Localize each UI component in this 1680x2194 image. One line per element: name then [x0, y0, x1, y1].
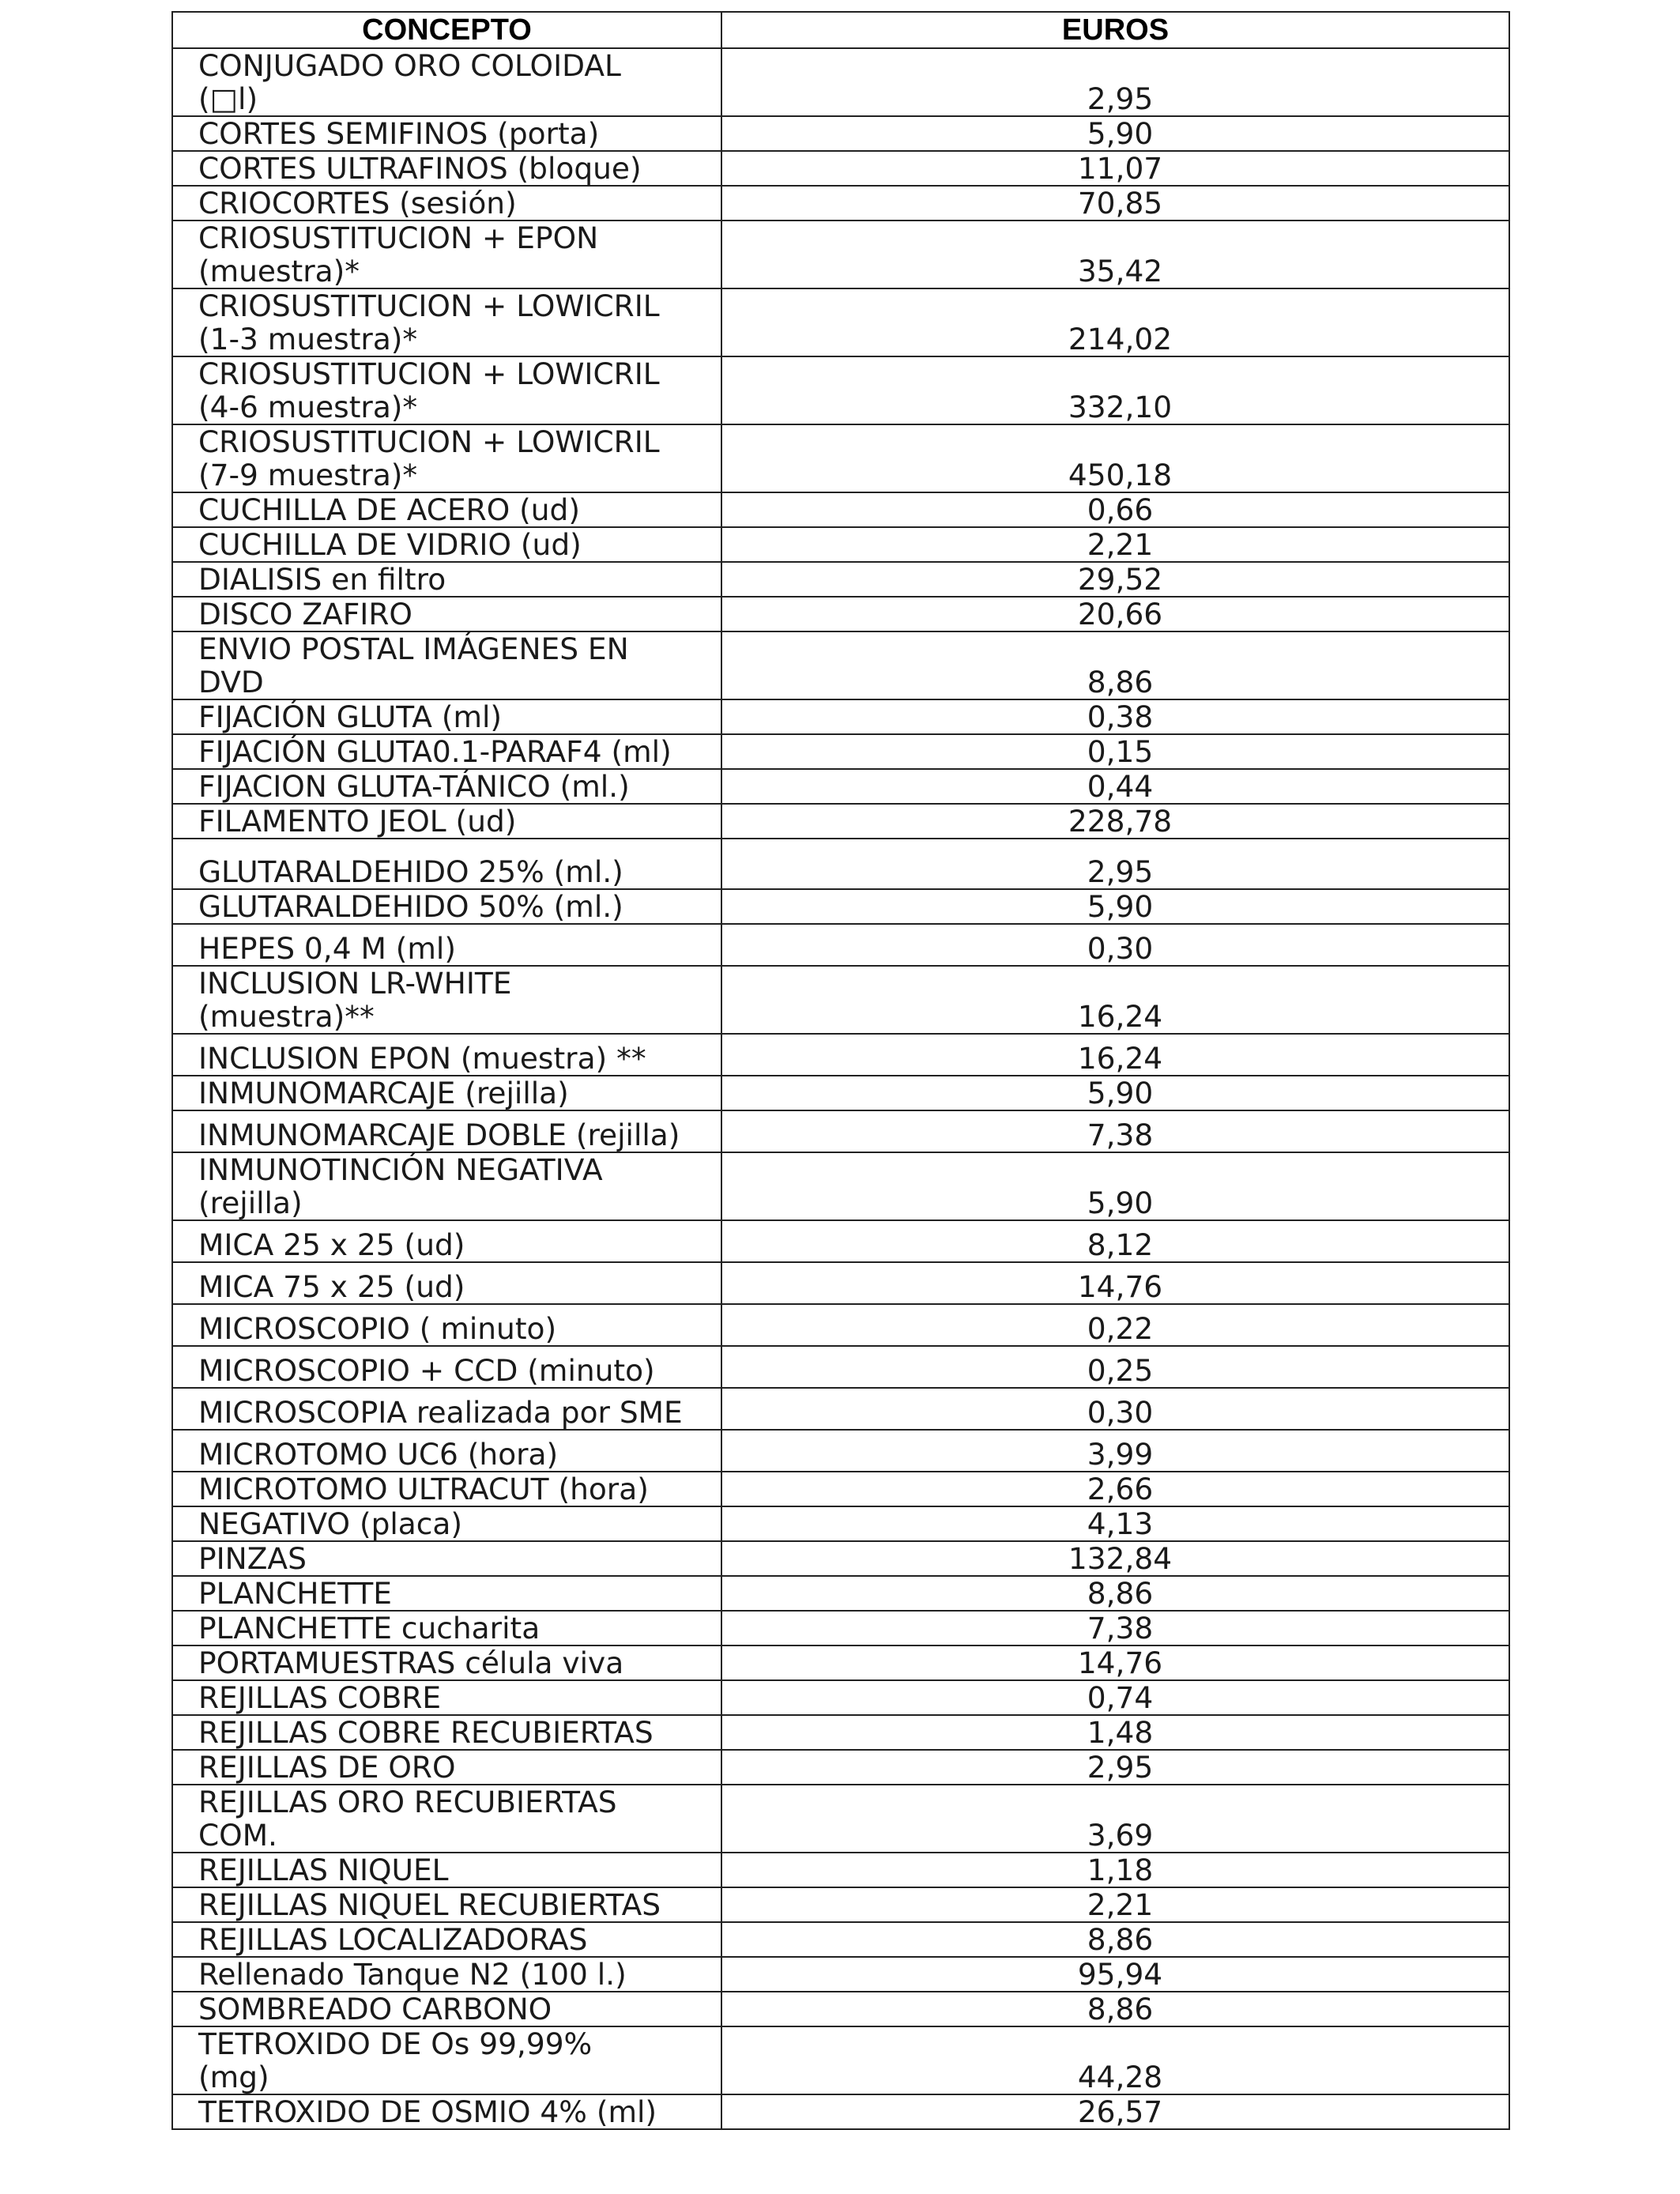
price-cell: 0,30: [721, 1388, 1509, 1430]
concept-cell: REJILLAS COBRE: [172, 1680, 721, 1715]
table-row: [172, 48, 1509, 116]
table-row: [172, 699, 1509, 734]
table-row: [172, 492, 1509, 527]
table-row: [172, 151, 1509, 186]
concept-cell: CRIOSUSTITUCION + EPON (muestra)*: [172, 221, 721, 288]
table-row: [172, 1541, 1509, 1576]
table-row: [172, 1152, 1509, 1220]
concept-cell: INMUNOMARCAJE (rejilla): [172, 1076, 721, 1110]
table-row: [172, 527, 1509, 562]
concept-cell: PLANCHETTE: [172, 1576, 721, 1611]
price-cell: 8,86: [721, 1922, 1509, 1957]
price-cell: 35,42: [721, 221, 1509, 288]
concept-cell: TETROXIDO DE Os 99,99% (mg): [172, 2026, 721, 2094]
concept-cell: REJILLAS NIQUEL: [172, 1853, 721, 1887]
concept-cell: REJILLAS LOCALIZADORAS: [172, 1922, 721, 1957]
price-cell: 3,99: [721, 1430, 1509, 1472]
price-cell: 44,28: [721, 2026, 1509, 2094]
table-row: [172, 1922, 1509, 1957]
table-row: [172, 1346, 1509, 1388]
price-cell: 14,76: [721, 1262, 1509, 1304]
concept-cell: Rellenado Tanque N2 (100 l.): [172, 1957, 721, 1992]
concept-cell: MICROTOMO UC6 (hora): [172, 1430, 721, 1472]
price-cell: 16,24: [721, 1034, 1509, 1076]
price-cell: 0,30: [721, 924, 1509, 966]
concept-cell: INCLUSION EPON (muestra) **: [172, 1034, 721, 1076]
table-row: [172, 1887, 1509, 1922]
table-row: [172, 734, 1509, 769]
table-row: [172, 562, 1509, 597]
concept-cell: REJILLAS NIQUEL RECUBIERTAS: [172, 1887, 721, 1922]
price-cell: 8,86: [721, 1576, 1509, 1611]
concept-cell: CONJUGADO ORO COLOIDAL (□l): [172, 48, 721, 116]
table-row: [172, 1388, 1509, 1430]
concept-cell: MICROTOMO ULTRACUT (hora): [172, 1472, 721, 1506]
table-row: [172, 769, 1509, 804]
table-row: [172, 1646, 1509, 1680]
price-cell: 8,86: [721, 1992, 1509, 2026]
price-cell: 0,66: [721, 492, 1509, 527]
price-cell: 11,07: [721, 151, 1509, 186]
table-row: [172, 186, 1509, 221]
price-cell: 0,74: [721, 1680, 1509, 1715]
table-row: [172, 424, 1509, 492]
table-row: [172, 1110, 1509, 1152]
table-row: [172, 1304, 1509, 1346]
price-cell: 2,66: [721, 1472, 1509, 1506]
price-cell: 29,52: [721, 562, 1509, 597]
price-cell: 7,38: [721, 1110, 1509, 1152]
concept-cell: DISCO ZAFIRO: [172, 597, 721, 631]
price-cell: 26,57: [721, 2094, 1509, 2129]
price-table: [171, 11, 1510, 2130]
price-cell: 332,10: [721, 356, 1509, 424]
price-cell: 4,13: [721, 1506, 1509, 1541]
concept-cell: CORTES ULTRAFINOS (bloque): [172, 151, 721, 186]
concept-cell: INMUNOTINCIÓN NEGATIVA (rejilla): [172, 1152, 721, 1220]
concept-cell: CUCHILLA DE ACERO (ud): [172, 492, 721, 527]
concept-cell: CRIOSUSTITUCION + LOWICRIL (1-3 muestra)*: [172, 288, 721, 356]
price-cell: 0,15: [721, 734, 1509, 769]
price-cell: 0,22: [721, 1304, 1509, 1346]
table-row: [172, 1750, 1509, 1785]
table-row: [172, 221, 1509, 288]
concept-cell: SOMBREADO CARBONO: [172, 1992, 721, 2026]
concept-cell: PINZAS: [172, 1541, 721, 1576]
table-row: [172, 1785, 1509, 1853]
concept-cell: REJILLAS COBRE RECUBIERTAS: [172, 1715, 721, 1750]
table-row: [172, 288, 1509, 356]
price-cell: 8,86: [721, 631, 1509, 699]
concept-cell: MICROSCOPIO ( minuto): [172, 1304, 721, 1346]
price-cell: 3,69: [721, 1785, 1509, 1853]
concept-cell: FIJACION GLUTA-TÁNICO (ml.): [172, 769, 721, 804]
table-row: [172, 1506, 1509, 1541]
concept-cell: FILAMENTO JEOL (ud): [172, 804, 721, 839]
table-row: [172, 1992, 1509, 2026]
price-cell: 16,24: [721, 966, 1509, 1034]
price-cell: 8,12: [721, 1220, 1509, 1262]
price-cell: 1,18: [721, 1853, 1509, 1887]
table-row: [172, 356, 1509, 424]
price-cell: 20,66: [721, 597, 1509, 631]
price-cell: 5,90: [721, 1152, 1509, 1220]
table-row: [172, 1262, 1509, 1304]
concept-cell: PLANCHETTE cucharita: [172, 1611, 721, 1646]
table-row: [172, 804, 1509, 839]
concept-cell: INMUNOMARCAJE DOBLE (rejilla): [172, 1110, 721, 1152]
table-row: [172, 1611, 1509, 1646]
concept-cell: PORTAMUESTRAS célula viva: [172, 1646, 721, 1680]
concept-cell: REJILLAS DE ORO: [172, 1750, 721, 1785]
price-cell: 2,95: [721, 1750, 1509, 1785]
concept-cell: DIALISIS en filtro: [172, 562, 721, 597]
table-row: [172, 1957, 1509, 1992]
table-row: [172, 1576, 1509, 1611]
concept-cell: CRIOCORTES (sesión): [172, 186, 721, 221]
table-row: [172, 839, 1509, 889]
table-row: [172, 1430, 1509, 1472]
concept-cell: CUCHILLA DE VIDRIO (ud): [172, 527, 721, 562]
price-cell: 214,02: [721, 288, 1509, 356]
table-row: [172, 924, 1509, 966]
table-row: [172, 1034, 1509, 1076]
table-row: [172, 1853, 1509, 1887]
price-cell: 5,90: [721, 1076, 1509, 1110]
price-cell: 132,84: [721, 1541, 1509, 1576]
price-cell: 228,78: [721, 804, 1509, 839]
concept-cell: MICROSCOPIA realizada por SME: [172, 1388, 721, 1430]
concept-cell: FIJACIÓN GLUTA (ml): [172, 699, 721, 734]
concept-cell: ENVIO POSTAL IMÁGENES EN DVD: [172, 631, 721, 699]
price-cell: 14,76: [721, 1646, 1509, 1680]
concept-cell: INCLUSION LR-WHITE (muestra)**: [172, 966, 721, 1034]
price-cell: 2,95: [721, 839, 1509, 889]
concept-column-header: CONCEPTO: [172, 12, 721, 48]
table-row: [172, 2094, 1509, 2129]
price-cell: 7,38: [721, 1611, 1509, 1646]
concept-cell: CRIOSUSTITUCION + LOWICRIL (7-9 muestra)*: [172, 424, 721, 492]
table-row: [172, 966, 1509, 1034]
price-cell: 2,95: [721, 48, 1509, 116]
price-cell: 5,90: [721, 116, 1509, 151]
table-row: [172, 1220, 1509, 1262]
price-cell: 450,18: [721, 424, 1509, 492]
concept-cell: CORTES SEMIFINOS (porta): [172, 116, 721, 151]
price-cell: 0,25: [721, 1346, 1509, 1388]
table-row: [172, 631, 1509, 699]
price-cell: 70,85: [721, 186, 1509, 221]
price-cell: 95,94: [721, 1957, 1509, 1992]
concept-cell: TETROXIDO DE OSMIO 4% (ml): [172, 2094, 721, 2129]
price-cell: 0,44: [721, 769, 1509, 804]
price-cell: 2,21: [721, 527, 1509, 562]
price-column-header: EUROS: [721, 12, 1509, 48]
concept-cell: HEPES 0,4 M (ml): [172, 924, 721, 966]
concept-cell: MICA 25 x 25 (ud): [172, 1220, 721, 1262]
table-row: [172, 116, 1509, 151]
table-body: [172, 48, 1509, 2129]
table-row: [172, 1076, 1509, 1110]
table-row: [172, 1472, 1509, 1506]
price-cell: 5,90: [721, 889, 1509, 924]
concept-cell: GLUTARALDEHIDO 25% (ml.): [172, 839, 721, 889]
price-cell: 2,21: [721, 1887, 1509, 1922]
table-row: [172, 1715, 1509, 1750]
concept-cell: CRIOSUSTITUCION + LOWICRIL (4-6 muestra)*: [172, 356, 721, 424]
concept-cell: FIJACIÓN GLUTA0.1-PARAF4 (ml): [172, 734, 721, 769]
concept-cell: MICA 75 x 25 (ud): [172, 1262, 721, 1304]
concept-cell: GLUTARALDEHIDO 50% (ml.): [172, 889, 721, 924]
price-cell: 0,38: [721, 699, 1509, 734]
header-row: [172, 12, 1509, 48]
table-row: [172, 597, 1509, 631]
table-row: [172, 1680, 1509, 1715]
concept-cell: MICROSCOPIO + CCD (minuto): [172, 1346, 721, 1388]
price-cell: 1,48: [721, 1715, 1509, 1750]
table-row: [172, 889, 1509, 924]
table-row: [172, 2026, 1509, 2094]
concept-cell: REJILLAS ORO RECUBIERTAS COM.: [172, 1785, 721, 1853]
concept-cell: NEGATIVO (placa): [172, 1506, 721, 1541]
